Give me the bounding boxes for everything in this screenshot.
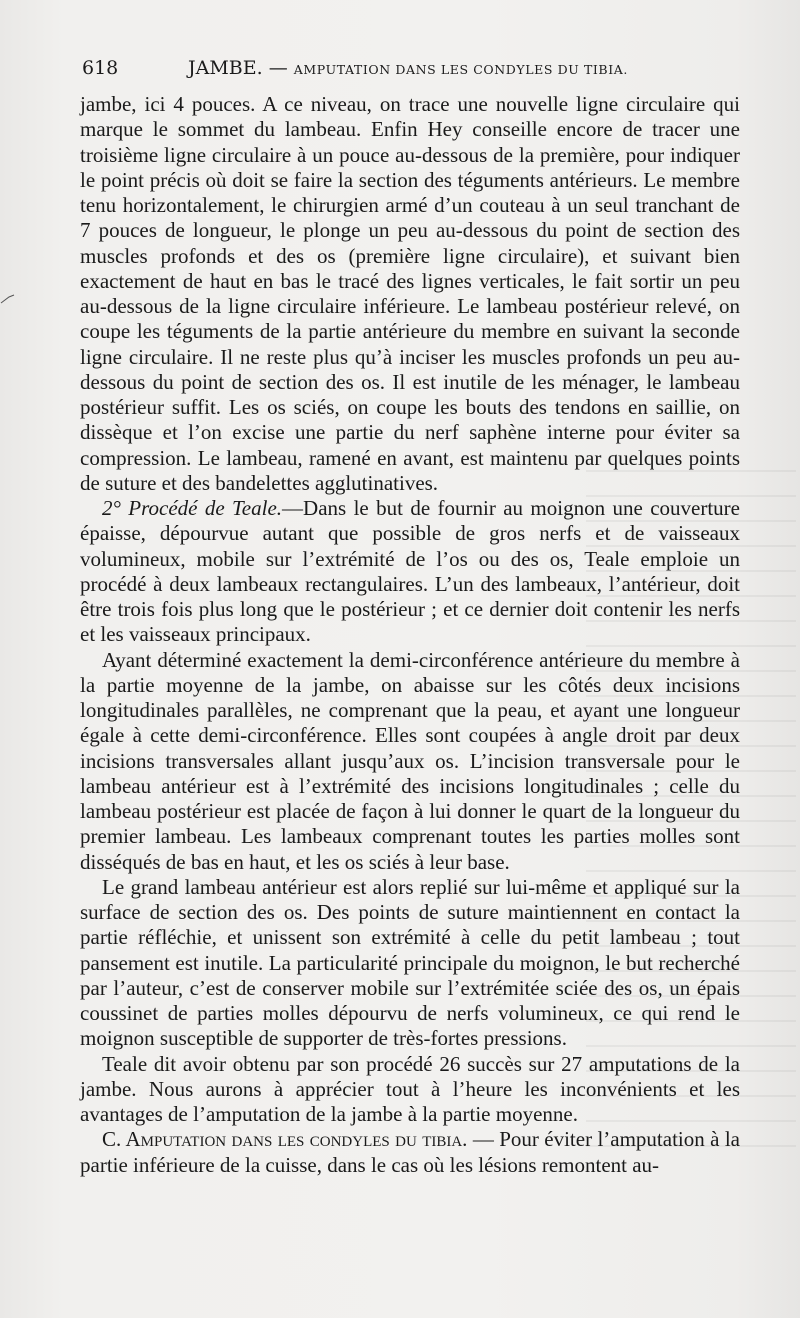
margin-pencil-mark <box>0 292 16 306</box>
running-title-sub: AMPUTATION DANS LES CONDYLES DU TIBIA. <box>293 62 628 77</box>
section-heading-teale: 2° Procédé de Teale. <box>102 496 283 520</box>
paragraph-results: Teale dit avoir obtenu par son procédé 26 succès sur 27 amputations de la jambe. Nous aurons à apprécier tout à l’heure les inconvénients et les avantages de l’amputation de la jambe à la partie moyenne. <box>80 1051 740 1126</box>
paragraph-continued: jambe, ici 4 pouces. A ce niveau, on trace une nouvelle ligne circulaire qui marque le sommet du lambeau. Enfin Hey conseille encore de tracer une troisième ligne circulaire à un pouce au-dessous de la première, pour indiquer le point précis où doit se faire la section des téguments antérieurs. Le membre tenu horizontalement, le chirurgien armé d’un couteau à un seul tranchant de 7 pouces de longueur, le plonge un peu au-dessous du point de section des muscles profonds et des os (première ligne circulaire), et suivant bien exactement de haut en bas le tracé des lignes verticales, le fait sortir un peu au-dessous de la ligne circulaire inférieure. Le lambeau postérieur relevé, on coupe les téguments de la partie antérieure du membre en suivant la seconde ligne circulaire. Il ne reste plus qu’à inciser les muscles profonds un peu au-dessous du point de section des os. Il est inutile de les ménager, le lambeau postérieur suffit. Les os sciés, on coupe les bouts des tendons en saillie, on dissèque et l’on excise une partie du nerf saphène interne pour éviter sa compression. Le lambeau, ramené en avant, est maintenu par quelques points de suture et des bandelettes agglutinatives. <box>80 92 740 495</box>
paragraph-condyles <box>80 1127 740 1178</box>
section-heading-condyles: C. Amputation dans les condyles du tibia. <box>102 1127 468 1152</box>
page-number: 618 <box>82 57 119 79</box>
running-header <box>82 57 742 87</box>
paragraph-teale-procedure <box>80 496 740 648</box>
paragraph-incisions: Ayant déterminé exactement la demi-circonférence antérieure du membre à la partie moyenne de la jambe, on abaisse sur les côtés deux incisions longitudinales parallèles, ne comprenant que la peau, et ayant une longueur égale à cette demi-circonférence. Elles sont coupées à angle droit par deux incisions transversales allant jusqu’aux os. L’incision transversale pour le lambeau antérieur est à l’extrémité des incisions longitudinales ; celle du lambeau postérieur est placée de façon à lui donner le quart de la longueur du premier lambeau. Les lambeaux comprenant toutes les parties molles sont disséqués de bas en haut, et les os sciés à leur base. <box>80 647 740 874</box>
body-text <box>80 92 740 1178</box>
running-title-dash: — <box>262 57 294 79</box>
paragraph-flap: Le grand lambeau antérieur est alors replié sur lui-même et appliqué sur la surface de section des os. Des points de suture maintiennent en contact la partie réfléchie, et unissent son extrémité à celle du petit lambeau ; tout pansement est inutile. La particularité principale du moignon, le but recherché par l’auteur, c’est de conserver mobile sur l’extrémitée sciée des os, un épais coussinet de parties molles dépourvu de nerfs volumineux, ce qui rend le moignon susceptible de supporter de très-fortes pressions. <box>80 874 740 1051</box>
running-title-main: JAMBE. <box>188 57 263 79</box>
paragraph-teale-body: —Dans le but de fournir au moignon une couverture épaisse, dépourvue autant que possible de gros nerfs et de vaisseaux volumineux, mobile sur l’extrémité de l’os ou des os, Teale emploie un procédé à deux lambeaux rectangulaires. L’un des lambeaux, l’antérieur, doit être trois fois plus long que le postérieur ; et ce dernier doit contenir les nerfs et les vaisseaux principaux. <box>80 496 740 647</box>
running-title <box>188 57 628 79</box>
paragraph-condyles-body: — Pour éviter l’amputation à la partie inférieure de la cuisse, dans le cas où les lésions remontent au- <box>80 1127 740 1177</box>
